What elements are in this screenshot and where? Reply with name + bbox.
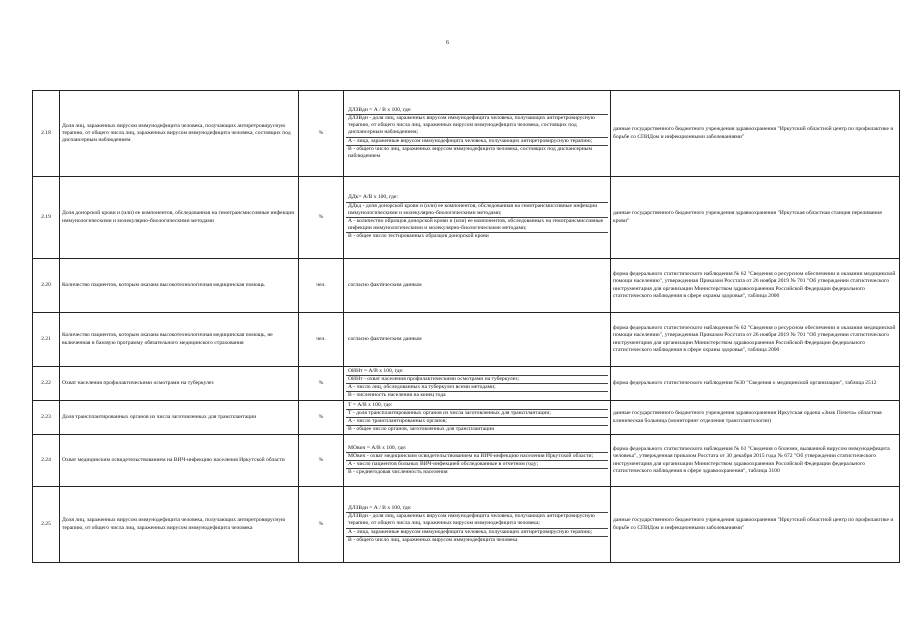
formula-line: Т = А/В х 100, где: xyxy=(346,402,608,410)
formula-line: В - общего число лиц, зараженных вирусом иммунодефицита человека xyxy=(348,536,518,543)
formula-line: А - число пациентов больных ВИЧ-инфекцией обследованные в отчетном году; xyxy=(346,461,608,469)
indicator-name: Охват медицинским освидетельствованием на ВИЧ-инфекцию населения Иркутской области xyxy=(60,435,299,487)
data-source: данные государственного бюджетного учреждения здравоохранения "Иркутская областная станция переливания крови" xyxy=(611,177,900,259)
data-source: форма федерального статистического наблюдения № 61 "Сведения о болезни, вызванной вирусом иммунодефицита человека", утвержденная приказом Росстата от 30 декабря 2015 года № 672 "Об утверждении статистического инструментария для организации Министерством здравоохранения Российской Федерации федерального статистического наблюдения в сфере здравоохранения", таблица 3100 xyxy=(611,435,900,487)
table-row xyxy=(33,367,900,401)
formula-line: ДДк= А/В х 100, где: xyxy=(346,194,608,202)
formula-line: В - общее число органов, заготовленных для трансплантации xyxy=(348,426,495,433)
row-number: 2.25 xyxy=(33,487,60,563)
formula-line: Т - доля трансплантированных органов из числа заготовленных для трансплантации; xyxy=(346,410,608,418)
table-row xyxy=(33,91,900,177)
calculation-method xyxy=(344,259,611,313)
unit-of-measure: % xyxy=(299,435,344,487)
calculation-method xyxy=(344,177,611,259)
formula-line: А - лица, зараженные вирусом иммунодефицита человека, получающих антиретровирусную терапию; xyxy=(346,138,608,146)
row-number: 2.20 xyxy=(33,259,60,313)
unit-of-measure: % xyxy=(299,367,344,401)
row-number: 2.23 xyxy=(33,401,60,435)
formula-line: А - количество образцов донорской крови и (или) ее компонентов, обследованных на гемотрансмиссивные инфекции иммунологическими и молекулярно-биологическими методами; xyxy=(346,218,608,233)
table-row xyxy=(33,487,900,563)
indicator-name: Доля донорской крови и (или) ее компонентов, обследованная на гемотрансмиссивные инфекции иммунологическими и молекулярно-биологическими методами xyxy=(60,177,299,259)
calculation-method xyxy=(344,313,611,367)
formula-line: А - лица, зараженные вирусом иммунодефицита человека, получающих антиретровирусную терапию; xyxy=(346,529,608,537)
formula-line: В - общего число лиц, зараженных вирусом иммунодефицита человека, состоящих под диспансерным наблюдением xyxy=(348,145,593,159)
formula-line: В - среднегодовая численность населения xyxy=(348,469,448,476)
formula-line: А - число трансплантированных органов; xyxy=(346,418,608,426)
unit-of-measure: чел. xyxy=(299,313,344,367)
unit-of-measure: чел. xyxy=(299,259,344,313)
data-source: данные государственного бюджетного учреждения здравоохранения "Иркутский областной центр по профилактике и борьбе со СПИДом и инфекционными заболеваниями" xyxy=(611,91,900,177)
table-row xyxy=(33,313,900,367)
calculation-method xyxy=(344,401,611,435)
unit-of-measure: % xyxy=(299,91,344,177)
formula-line: ДЛЗВдн - доля лиц, зараженных вирусом иммунодефицита человека, получающих антиретровирусную терапию, от общего числа лиц, зараженных вирусом иммунодефицита человека; xyxy=(346,513,608,528)
table-row xyxy=(33,177,900,259)
formula-line: ДЛЗВдн = А / В х 100, где: xyxy=(346,107,608,115)
indicator-name: Охват населения профилактическими осмотрами на туберкулез xyxy=(60,367,299,401)
data-source: данные государственного бюджетного учреждения здравоохранения Иркутская ордена «Знак Почета» областная клиническая больница (мониторинг отделения трансплантологии) xyxy=(611,401,900,435)
formula-line: В - общее число тестированных образцов донорской крови xyxy=(348,233,489,240)
row-number: 2.22 xyxy=(33,367,60,401)
unit-of-measure: % xyxy=(299,401,344,435)
formula-line: ДЛЗВдн - доля лиц, зараженных вирусом иммунодефицита человека, получающих антиретровирусную терапию, от общего числа лиц, зараженных вирусом иммунодефицита человека, состоящих под диспансерным наблюдением; xyxy=(346,115,608,138)
indicator-name: Количество пациентов, которым оказана высокотехнологичная медицинская помощь xyxy=(60,259,299,313)
page-number: 6 xyxy=(446,40,449,46)
row-number: 2.21 xyxy=(33,313,60,367)
table-row xyxy=(33,435,900,487)
formula-line: согласно фактическим данным xyxy=(348,281,422,288)
formula-line: ОИНт = А/В х 100, где: xyxy=(346,368,608,376)
data-source: форма федерального статистического наблюдения №30 "Сведения о медицинской организации", таблица 2512 xyxy=(611,367,900,401)
calculation-method xyxy=(344,367,611,401)
formula-line: МОвич = А/В х 100, где: xyxy=(346,445,608,453)
table-row xyxy=(33,401,900,435)
row-number: 2.19 xyxy=(33,177,60,259)
row-number: 2.18 xyxy=(33,91,60,177)
unit-of-measure: % xyxy=(299,487,344,563)
formula-line: согласно фактическим данным xyxy=(348,335,422,342)
formula-line: ДДкд - доля донорской крови и (или) ее компонентов, обследованная на гемотрансмиссивные инфекции иммунологическими и молекулярно-биологическими методами; xyxy=(346,203,608,218)
formula-line: ДЛЗВдн = А / В х 100, где: xyxy=(346,505,608,513)
calculation-method xyxy=(344,487,611,563)
formula-line: ОИНт - охват населения профилактическими осмотрами на туберкулез; xyxy=(346,376,608,384)
row-number: 2.24 xyxy=(33,435,60,487)
indicator-name: Количество пациентов, которым оказана высокотехнологичная медицинская помощь, не включенная в базовую программу обязательного медицинского страхования xyxy=(60,313,299,367)
indicator-name: Доля лиц, зараженных вирусом иммунодефицита человека, получающих антиретровирусную терапию, от общего числа лиц, зараженных вирусом иммунодефицита человека, состоящих под диспансерным наблюдением xyxy=(60,91,299,177)
indicators-table xyxy=(32,90,900,563)
formula-line: МОвич - охват медицинским освидетельствованием на ВИЧ-инфекцию населения Иркутской области; xyxy=(346,453,608,461)
formula-line: В - численность населения на конец года xyxy=(348,392,446,399)
table-row xyxy=(33,259,900,313)
data-source: форма федерального статистического наблюдения № 62 "Сведения о ресурсном обеспечении и оказании медицинской помощи населению", утвержденная Приказом Росстата от 26 ноября 2019 № 701 "Об утверждении статистического инструментария для организации Министерством здравоохранения Российской Федерации федерального статистического наблюдения в сфере охраны здоровья", таблица 2000 xyxy=(611,259,900,313)
unit-of-measure: % xyxy=(299,177,344,259)
data-source: форма федерального статистического наблюдения № 62 "Сведения о ресурсном обеспечении и оказании медицинской помощи населению", утвержденная Приказом Росстата от 26 ноября 2019 № 701 "Об утверждении статистического инструментария для организации Министерством здравоохранения Российской Федерации федерального статистического наблюдения в сфере охраны здоровья", таблица 2000 xyxy=(611,313,900,367)
calculation-method xyxy=(344,435,611,487)
formula-line: А - число лиц, обследованных на туберкулез всеми методами; xyxy=(346,384,608,392)
data-source: данные государственного бюджетного учреждения здравоохранения "Иркутский областной центр по профилактике и борьбе со СПИДом и инфекционными заболеваниями" xyxy=(611,487,900,563)
calculation-method xyxy=(344,91,611,177)
indicator-name: Доля трансплантированных органов из числа заготовленных для трансплантации xyxy=(60,401,299,435)
indicator-name: Доля лиц, зараженных вирусом иммунодефицита человека, получающих антиретровирусную терапию, от общего числа лиц, зараженных вирусом иммунодефицита человека xyxy=(60,487,299,563)
